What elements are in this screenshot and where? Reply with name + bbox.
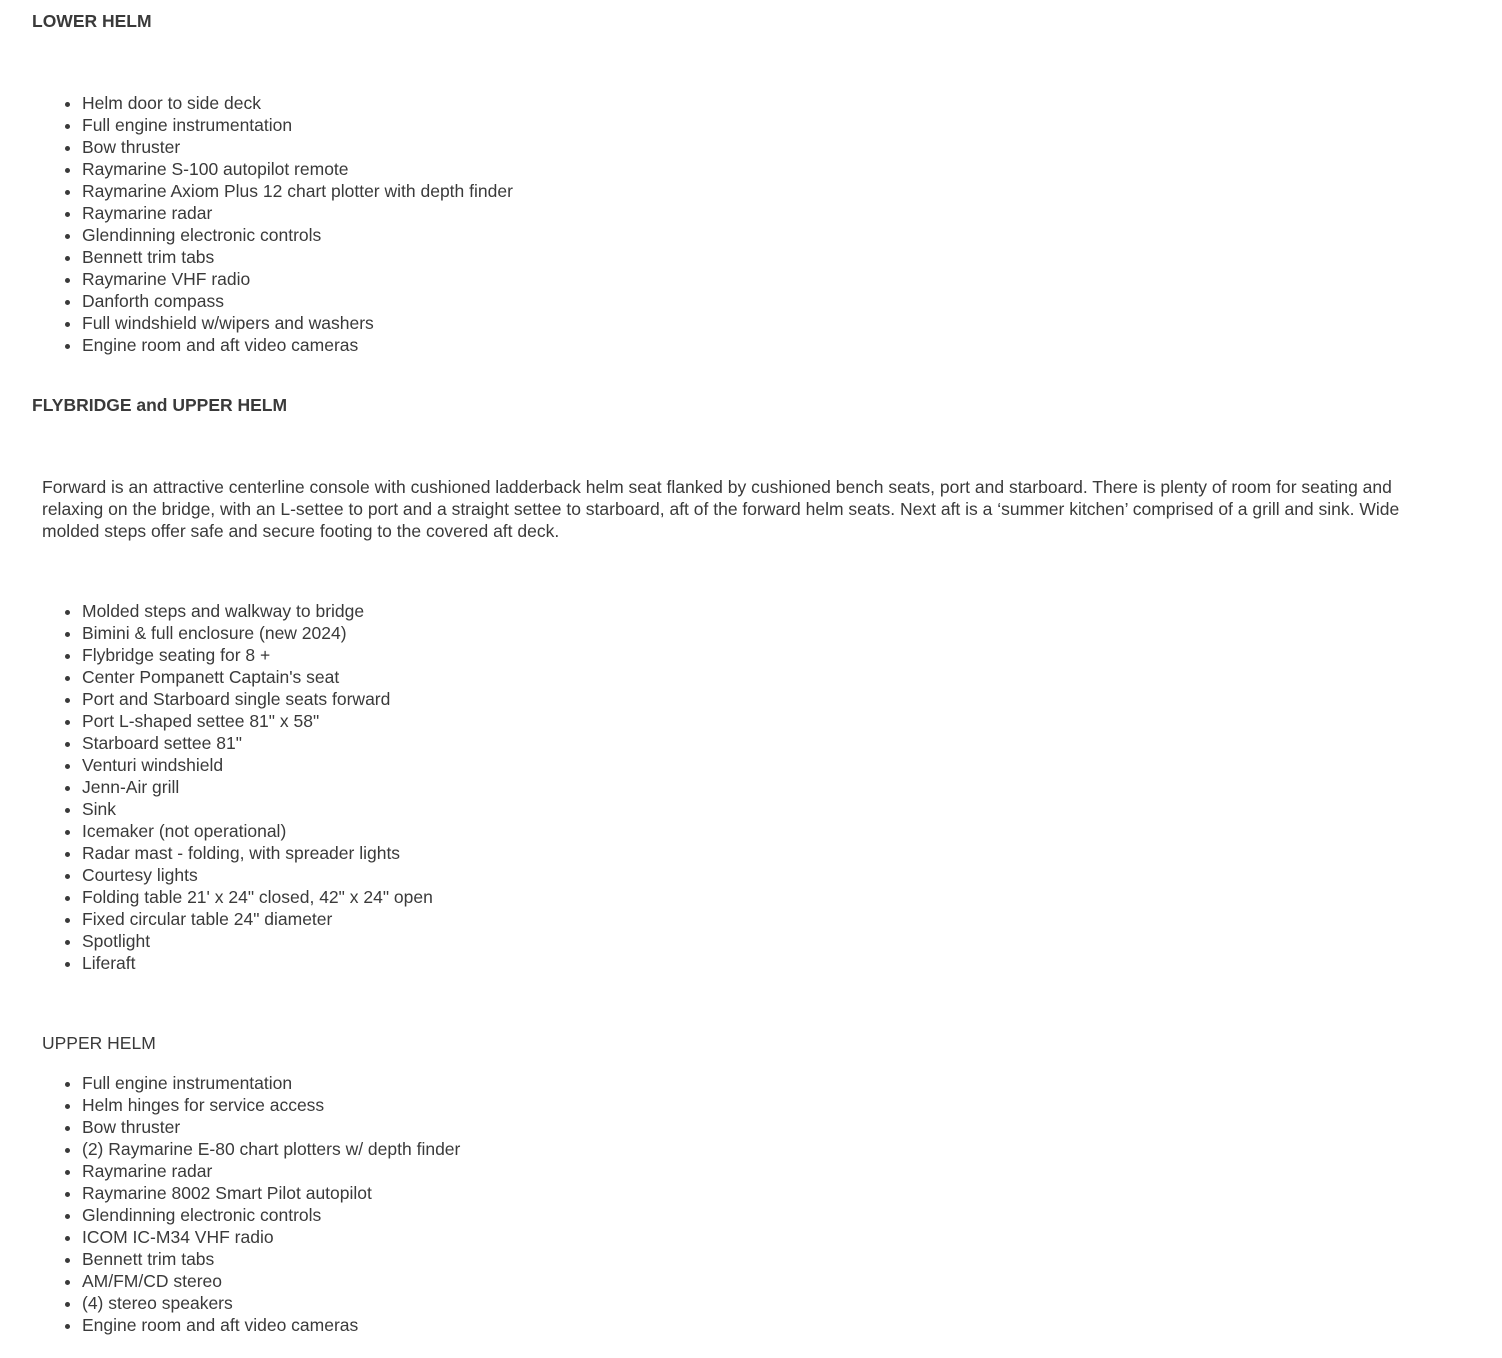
list-item: • Danforth compass (82, 290, 513, 312)
section-heading-lower-helm: LOWER HELM (32, 11, 152, 31)
list-item: • (2) Raymarine E-80 chart plotters w/ depth finder (82, 1138, 460, 1160)
list-item: • Folding table 21' x 24" closed, 42" x 24" open (82, 886, 433, 908)
list-item: • Bow thruster (82, 136, 513, 158)
list-item: • Helm door to side deck (82, 92, 513, 114)
list-item: • Port and Starboard single seats forward (82, 688, 433, 710)
list-item: • Jenn-Air grill (82, 776, 433, 798)
section-heading-upper-helm: UPPER HELM (42, 1033, 156, 1053)
list-item: • Flybridge seating for 8 + (82, 644, 433, 666)
list-item: • Icemaker (not operational) (82, 820, 433, 842)
list-item: • Sink (82, 798, 433, 820)
flybridge-description: Forward is an attractive centerline console with cushioned ladderback helm seat flanked by cushioned bench seats, port and starboard. There is plenty of room for seating and relaxing on the bridge, with an L-settee to port and a straight settee to starboard, aft of the forward helm seats. Next aft is a ‘summer kitchen’ comprised of a grill and sink. Wide molded steps offer safe and secure footing to the covered aft deck. (42, 477, 1400, 541)
list-item: • Engine room and aft video cameras (82, 1314, 460, 1336)
list-item: • Bennett trim tabs (82, 1248, 460, 1270)
list-item: • Spotlight (82, 930, 433, 952)
list-item: • Engine room and aft video cameras (82, 334, 513, 356)
list-item: • Venturi windshield (82, 754, 433, 776)
list-item: • Raymarine VHF radio (82, 268, 513, 290)
flybridge-equipment-list (0, 600, 433, 974)
list-item: • Raymarine 8002 Smart Pilot autopilot (82, 1182, 460, 1204)
list-item: • Raymarine radar (82, 202, 513, 224)
list-item: • (4) stereo speakers (82, 1292, 460, 1314)
list-item: • Molded steps and walkway to bridge (82, 600, 433, 622)
list-item: • Radar mast - folding, with spreader lights (82, 842, 433, 864)
list-item: • Full engine instrumentation (82, 1072, 460, 1094)
list-item: • Full windshield w/wipers and washers (82, 312, 513, 334)
list-item: • Bennett trim tabs (82, 246, 513, 268)
list-item: • ICOM IC-M34 VHF radio (82, 1226, 460, 1248)
list-item: • Courtesy lights (82, 864, 433, 886)
upper-helm-equipment-list (0, 1072, 460, 1336)
section-heading-flybridge: FLYBRIDGE and UPPER HELM (32, 395, 288, 415)
list-item: • Full engine instrumentation (82, 114, 513, 136)
list-item: • Raymarine radar (82, 1160, 460, 1182)
list-item: • Port L-shaped settee 81" x 58" (82, 710, 433, 732)
list-item: • Liferaft (82, 952, 433, 974)
list-item: • Glendinning electronic controls (82, 1204, 460, 1226)
list-item: • Bimini & full enclosure (new 2024) (82, 622, 433, 644)
list-item: • AM/FM/CD stereo (82, 1270, 460, 1292)
list-item: • Center Pompanett Captain's seat (82, 666, 433, 688)
list-item: • Helm hinges for service access (82, 1094, 460, 1116)
list-item: • Raymarine S-100 autopilot remote (82, 158, 513, 180)
list-item: • Starboard settee 81" (82, 732, 433, 754)
list-item: • Glendinning electronic controls (82, 224, 513, 246)
list-item: • Bow thruster (82, 1116, 460, 1138)
list-item: • Fixed circular table 24" diameter (82, 908, 433, 930)
lower-helm-equipment-list (0, 92, 513, 356)
list-item: • Raymarine Axiom Plus 12 chart plotter with depth finder (82, 180, 513, 202)
